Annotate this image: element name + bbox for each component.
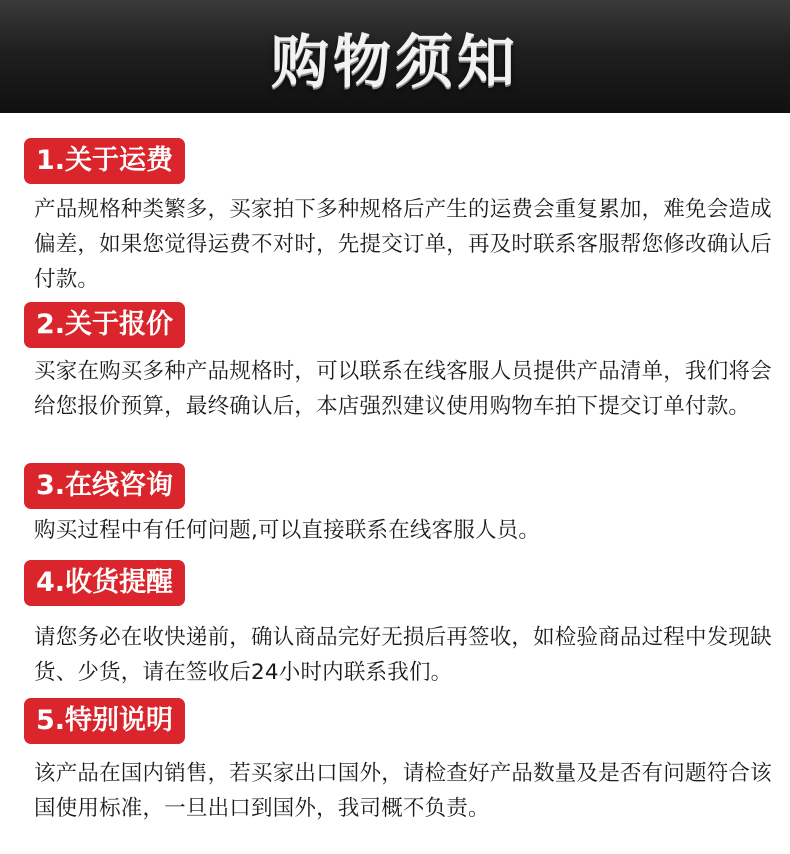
section-3-badge: 3.在线咨询 [24, 463, 185, 509]
section-4-text: 请您务必在收快递前，确认商品完好无损后再签收，如检验商品过程中发现缺货、少货，请在签收后24小时内联系我们。 [34, 625, 772, 685]
section-2-text: 买家在购买多种产品规格时，可以联系在线客服人员提供产品清单，我们将会给您报价预算，最终确认后，本店强烈建议使用购物车拍下提交订单付款。 [34, 359, 772, 419]
section-5-text: 该产品在国内销售，若买家出口国外，请检查好产品数量及是否有问题符合该国使用标准，一旦出口到国外，我司概不负责。 [34, 761, 772, 821]
section-1-text: 产品规格种类繁多，买家拍下多种规格后产生的运费会重复累加，难免会造成偏差，如果您觉得运费不对时，先提交订单，再及时联系客服帮您修改确认后付款。 [34, 197, 772, 292]
section-1-badge: 1.关于运费 [24, 138, 185, 184]
section-2-badge: 2.关于报价 [24, 302, 185, 348]
page-title: 购物须知 [270, 27, 519, 96]
section-4-badge: 4.收货提醒 [24, 560, 185, 606]
page-header [0, 0, 790, 113]
section-5-badge: 5.特别说明 [24, 698, 185, 744]
section-3-text: 购买过程中有任何问题,可以直接联系在线客服人员。 [34, 518, 541, 543]
